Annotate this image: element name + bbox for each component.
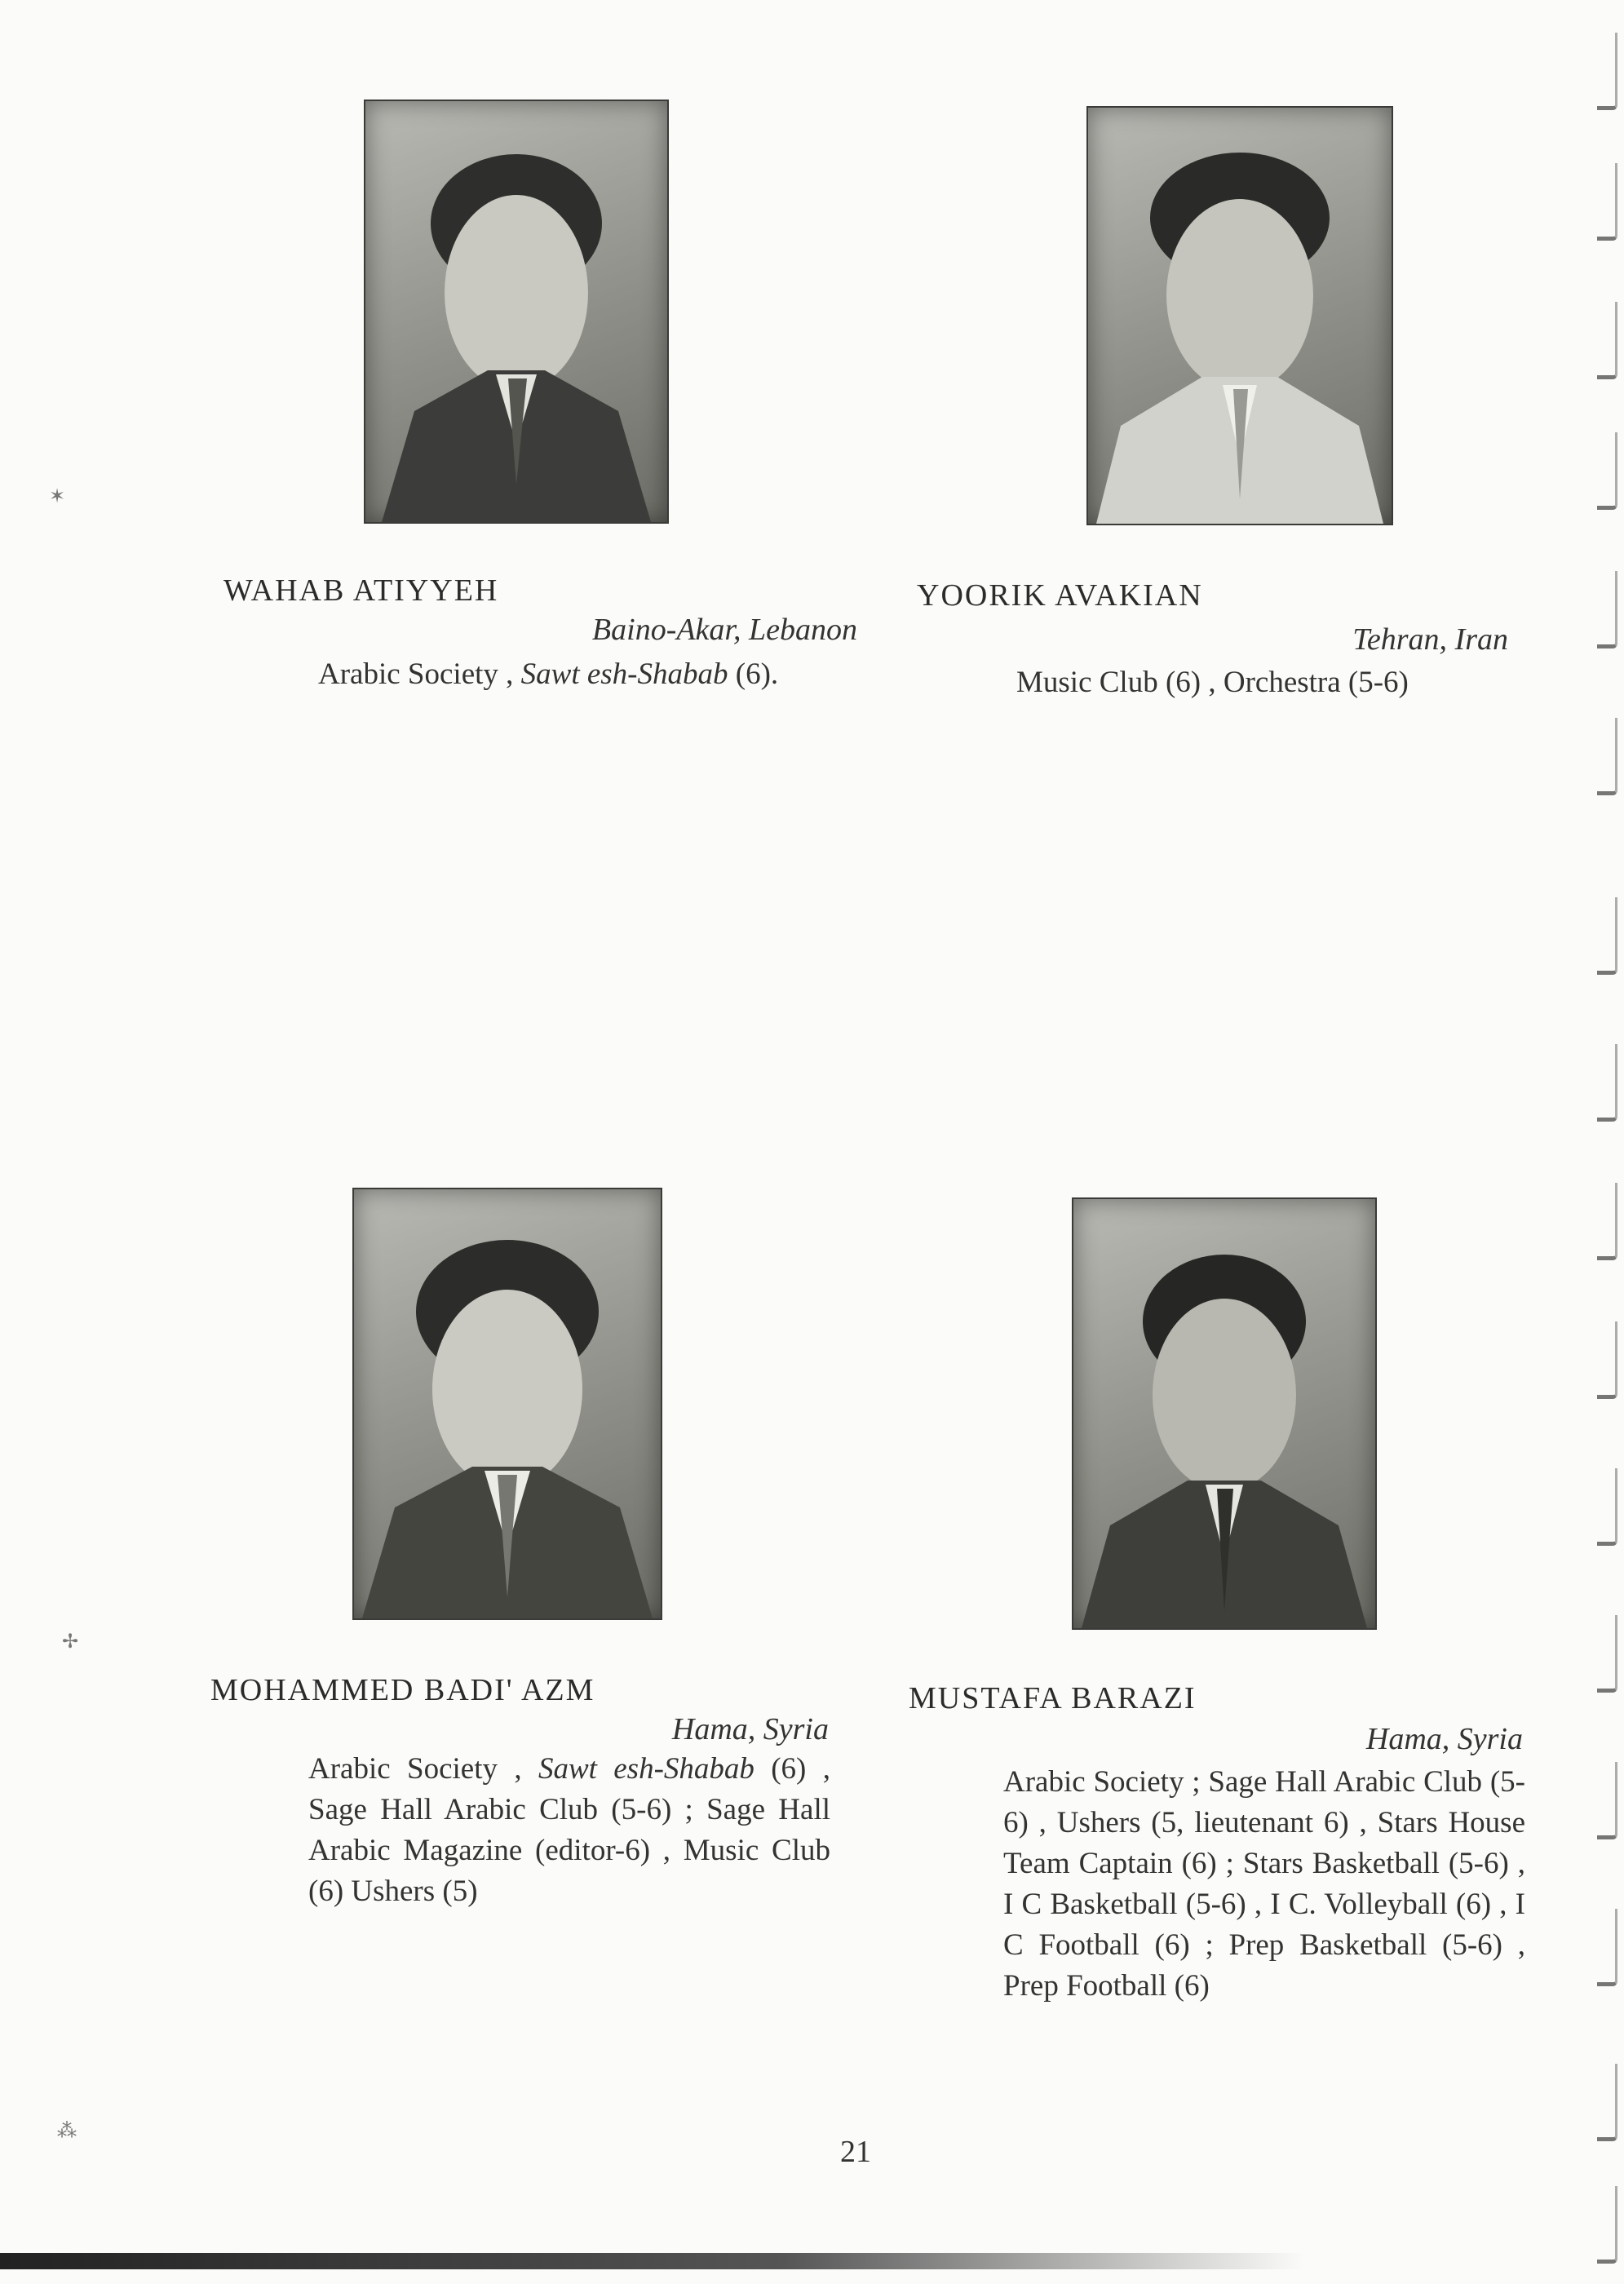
activities-text: Arabic Society , (308, 1752, 538, 1786)
publication-title: Sawt esh-Shabab (538, 1752, 754, 1786)
student-name: WAHAB ATIYYEH (223, 573, 499, 608)
hometown: Hama, Syria (671, 1712, 829, 1746)
scan-speck: ✶ (49, 486, 66, 507)
activities-text: Arabic Society , (318, 657, 521, 691)
scan-speck: ✢ (62, 1631, 79, 1653)
hometown: Tehran, Iran (1352, 622, 1508, 657)
activities (308, 1749, 830, 1912)
hometown: Baino-Akar, Lebanon (591, 613, 857, 647)
scan-edge-band (0, 2253, 1305, 2269)
activities (318, 654, 856, 695)
student-name: YOORIK AVAKIAN (917, 578, 1203, 613)
activities-text: (6). (728, 657, 779, 691)
activities: Music Club (6) , Orchestra (5-6) (1016, 666, 1409, 699)
portrait-photo (352, 1188, 662, 1620)
hometown: Hama, Syria (1365, 1722, 1523, 1756)
binding-edge (1593, 0, 1617, 2284)
page-number: 21 (840, 2135, 871, 2169)
student-name: MOHAMMED BADI' AZM (210, 1673, 595, 1707)
scan-speck: ⁂ (57, 2121, 77, 2142)
portrait-photo (1086, 106, 1393, 525)
activities-text: (6) , Sage Hall Arabic Club (5-6) ; Sage Hall Arabic Magazine (editor-6) , Music Club (6) Ushers (5) (308, 1752, 830, 1908)
portrait-photo (364, 100, 669, 524)
publication-title: Sawt esh-Shabab (520, 657, 728, 691)
portrait-photo (1072, 1197, 1377, 1630)
student-name: MUSTAFA BARAZI (909, 1681, 1197, 1715)
activities: Arabic Society ; Sage Hall Arabic Club (5-6) , Ushers (5, lieutenant 6) , Stars House Team Captain (6) ; Stars Basketball (5-6) , I C Basketball (5-6) , I C. Volleyball (6) , I C Football (6) ; Prep Basketball (5-6) , Prep Football (6) (1003, 1765, 1525, 2003)
